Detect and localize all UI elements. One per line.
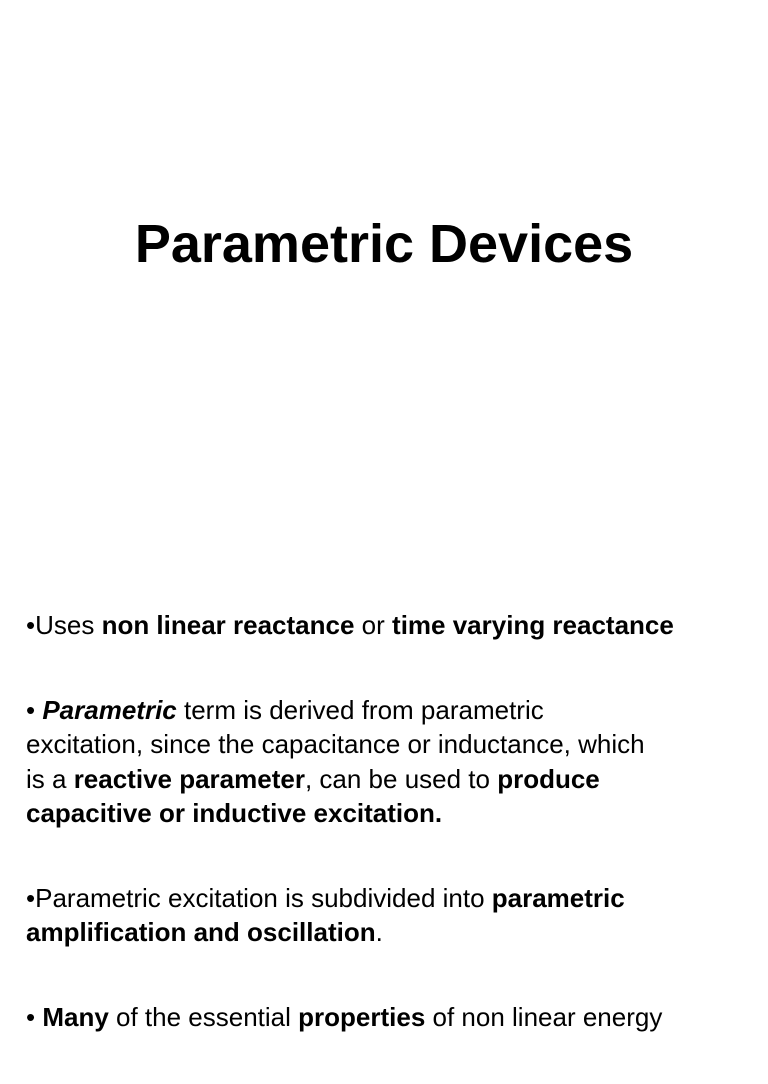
text-run-bold: properties [298, 1001, 426, 1032]
text-run: , can be used to [304, 763, 498, 794]
text-run: excitation, since the capacitance or inductance, which [26, 729, 645, 759]
text-run-bold: reactive parameter [73, 763, 305, 794]
text-run: • [26, 694, 43, 725]
text-run: or [354, 610, 393, 640]
bullet-line [26, 1000, 756, 1035]
text-run: . [375, 917, 383, 947]
bullet-line [26, 762, 756, 797]
slide-title: Parametric Devices [134, 214, 634, 274]
text-run: of the essential [108, 1001, 299, 1032]
bullet-subdivided [26, 881, 756, 950]
bullet-line [26, 881, 756, 916]
bullet-line [26, 608, 756, 643]
bullet-line [26, 727, 756, 762]
text-run: •Uses [26, 610, 102, 640]
text-run: term is derived from parametric [176, 694, 544, 725]
bullet-line [26, 915, 756, 950]
bullet-parametric-term [26, 693, 756, 831]
bullet-list [26, 608, 756, 1084]
text-run-bold: time varying reactance [392, 610, 674, 640]
text-run: •Parametric excitation is subdivided into [26, 882, 492, 913]
text-run-bold: parametric [491, 882, 625, 913]
bullet-many-properties [26, 1000, 756, 1035]
text-run-bold-italic: Parametric [42, 694, 177, 725]
text-run-bold: non linear reactance [101, 610, 355, 640]
text-run-bold: produce [497, 763, 600, 794]
bullet-line [26, 796, 756, 831]
text-run: of non linear energy [425, 1001, 663, 1032]
text-run-bold: Many [42, 1001, 109, 1032]
bullet-uses-reactance [26, 608, 756, 643]
text-run-bold: capacitive or inductive excitation. [26, 798, 443, 828]
text-run: is a [26, 763, 74, 794]
text-run: • [26, 1001, 43, 1032]
bullet-line [26, 693, 756, 728]
text-run-bold: amplification and oscillation [26, 917, 376, 947]
